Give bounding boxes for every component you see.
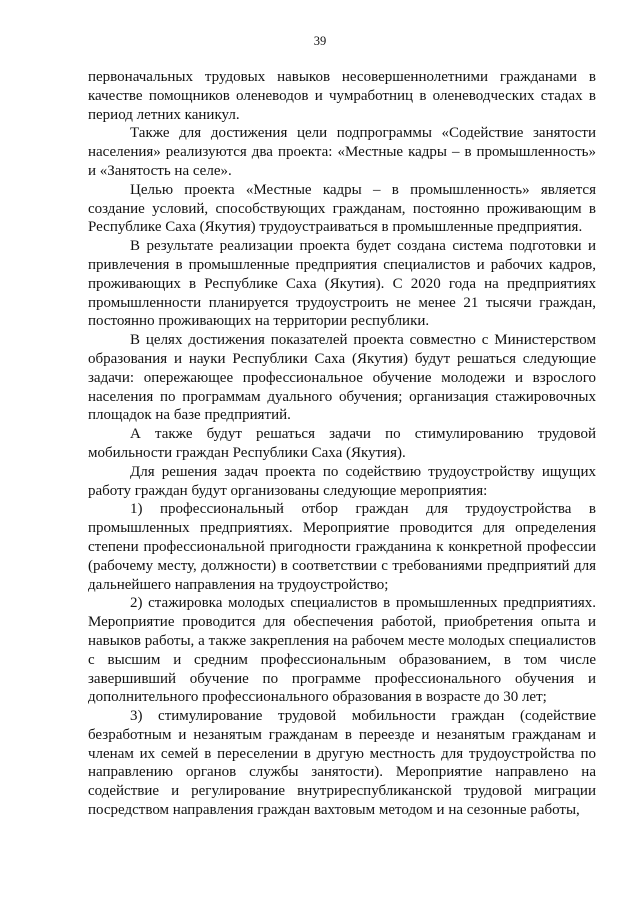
list-item-internship: 2) стажировка молодых специалистов в промышленных предприятиях. Мероприятие проводится для обеспечения работой, приобретения опыта и навыков работы, а также закрепления на рабочем месте молодых специалистов с высшим и средним профессиональным образованием, в том числе завершивший обучение по программе профессионального обучения и дополнительного профессионального образования в возрасте до 30 лет; [88, 595, 596, 706]
list-item-labor-mobility: 3) стимулирование трудовой мобильности граждан (содействие безработным и незанятым гражданам в переезде и незанятым гражданам и членам их семей в переселении в другую местность для трудоустройства по направлению органов службы занятости). Мероприятие направлено на содействие и регулирование внутриреспубликанской трудовой миграции посредством направления граждан вахтовым методом и на сезонные работы, [88, 708, 596, 819]
paragraph-mobility-tasks: А также будут решаться задачи по стимулированию трудовой мобильности граждан Республики Саха (Якутия). [88, 426, 596, 461]
document-body [88, 68, 596, 820]
list-item-professional-selection: 1) профессиональный отбор граждан для трудоустройства в промышленных предприятиях. Мероприятие проводится для определения степени профессиональной пригодности гражданина к конкретной профессии (рабочему месту, должности) в соответствии с требованиями предприятий для дальнейшего направления на трудоустройство; [88, 501, 596, 593]
paragraph-project-tasks: В целях достижения показателей проекта совместно с Министерством образования и науки Республики Саха (Якутия) будут решаться следующие задачи: опережающее профессиональное обучение молодежи и взрослого населения по программам дуального обучения; организация стажировочных площадок на базе предприятий. [88, 332, 596, 424]
paragraph-activities-intro: Для решения задач проекта по содействию трудоустройству ищущих работу граждан будут организованы следующие мероприятия: [88, 463, 596, 499]
paragraph-projects-intro: Также для достижения цели подпрограммы «Содействие занятости населения» реализуются два проекта: «Местные кадры – в промышленность» и «Занятость на селе». [88, 125, 596, 179]
paragraph-project-result: В результате реализации проекта будет создана система подготовки и привлечения в промышленные предприятия специалистов и рабочих кадров, проживающих в Республике Саха (Якутия). С 2020 года на предприятиях промышленности планируется трудоустроить не менее 21 тысячи граждан, постоянно проживающих на территории республики. [88, 238, 596, 330]
paragraph-project-goal: Целью проекта «Местные кадры – в промышленность» является создание условий, способствующих гражданам, постоянно проживающим в Республике Саха (Якутия) трудоустраиваться в промышленные предприятия. [88, 181, 596, 236]
paragraph-continuation: первоначальных трудовых навыков несовершеннолетними гражданами в качестве помощников оленеводов и чумработниц в оленеводческих стадах в период летних каникул. [88, 69, 596, 123]
page-number: 39 [313, 34, 327, 48]
